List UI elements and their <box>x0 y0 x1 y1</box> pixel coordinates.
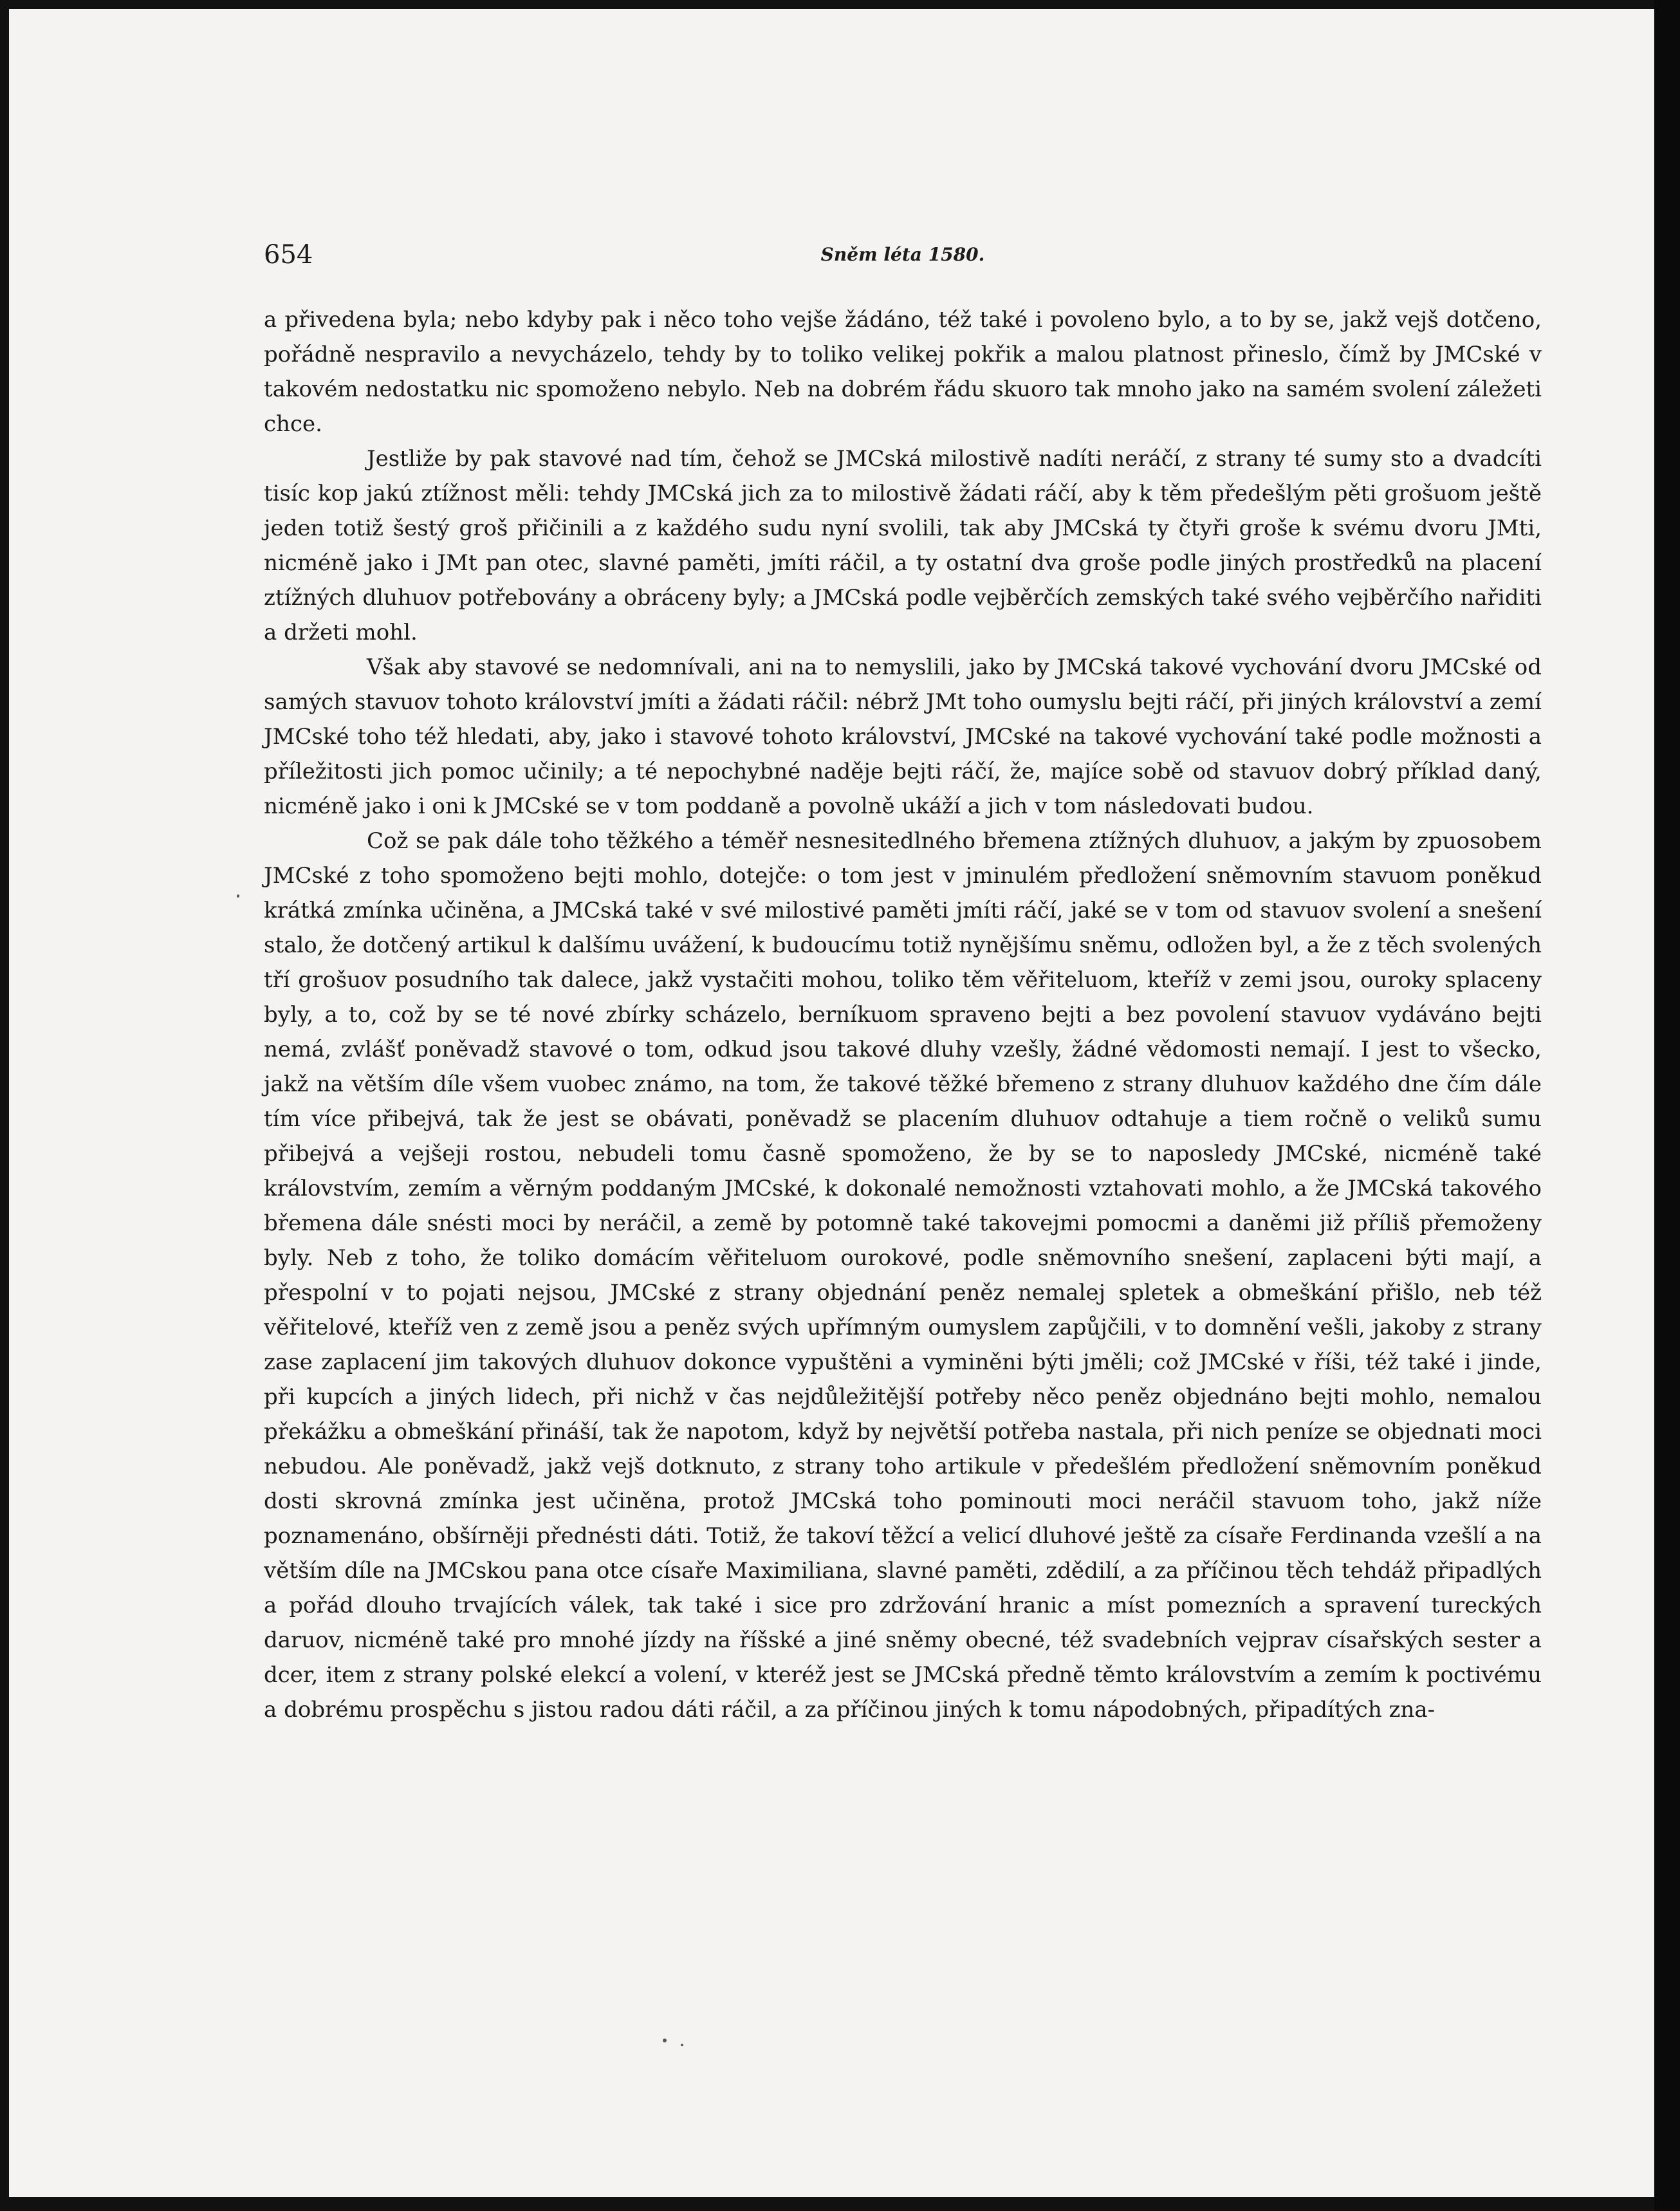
page-number: 654 <box>264 240 313 270</box>
body-text <box>264 302 1542 1727</box>
running-title: Sněm léta 1580. <box>820 244 985 265</box>
scan-speck <box>681 2044 683 2046</box>
running-header <box>264 236 1542 274</box>
scan-border <box>1654 0 1680 2211</box>
paragraph-4: Což se pak dále toho těžkého a téměř nesnesitedlného břemena ztížných dluhuov, a jakým by zpuosobem JMCské z toho spomoženo bejti mohlo, dotejče: o tom jest v jminulém předložení sněmovním stavuom poněkud krátká zmínka učiněna, a JMCská také v své milostivé paměti jmíti ráčí, jaké se v tom od stavuov svolení a snešení stalo, že dotčený artikul k dalšímu uvážení, k budoucímu totiž nynějšímu sněmu, odložen byl, a že z těch svolených tří grošuov posudního tak dalece, jakž vystačiti mohou, toliko těm věřiteluom, kteříž v zemi jsou, ouroky splaceny byly, a to, což by se té nové zbírky scházelo, berníkuom spraveno bejti a bez povolení stavuov vydáváno bejti nemá, zvlášť poněvadž stavové o tom, odkud jsou takové dluhy vzešly, žádné vědomosti nemají. I jest to všecko, jakž na větším díle všem vuobec známo, na tom, že takové těžké břemeno z strany dluhuov každého dne čím dále tím více přibejvá, tak že jest se obávati, poněvadž se placením dluhuov odtahuje a tiem ročně o veliků sumu přibejvá a vejšeji rostou, nebudeli tomu časně spomoženo, že by se to naposledy JMCské, nicméně také královstvím, zemím a věrným poddaným JMCské, k dokonalé nemožnosti vztahovati mohlo, a že JMCská takového břemena dále snésti moci by neráčil, a země by potomně také takovejmi pomocmi a daněmi již příliš přemoženy byly. Neb z toho, že toliko domácím věřiteluom ourokové, podle sněmovního snešení, zaplaceni býti mají, a přespolní v to pojati nejsou, JMCské z strany objednání peněz nemalej spletek a obmeškání přišlo, neb též věřitelové, kteříž ven z země jsou a peněz svých upřímným oumyslem zapůjčili, v to domnění vešli, jakoby z strany zase zaplacení jim takových dluhuov dokonce vypuštěni a vyminěni býti jměli; což JMCské v říši, též také i jinde, při kupcích a jiných lidech, při nichž v čas nejdůležitější potřeby něco peněz objednáno bejti mohlo, nemalou překážku a obmeškání přináší, tak že napotom, když by největší potřeba nastala, při nich peníze se objednati moci nebudou. Ale poněvadž, jakž vejš dotknuto, z strany toho artikule v předešlém předložení sněmovním poněkud dosti skrovná zmínka jest učiněna, protož JMCská toho pominouti moci neráčil stavuom toho, jakž níže poznamenáno, obšírněji přednésti dáti. Totiž, že takoví těžcí a velicí dluhové ještě za císaře Ferdinanda vzešlí a na větším díle na JMCskou pana otce císaře Maximiliana, slavné paměti, zdědilí, a za příčinou těch tehdáž připadlých a pořád dlouho trvajících válek, tak také i sice pro zdržování hranic a míst pomezních a spravení tureckých daruov, nicméně také pro mnohé jízdy na říšské a jiné sněmy obecné, též svadebních vejprav císařských sester a dcer, item z strany polské elekcí a volení, v kteréž jest se JMCská předně těmto královstvím a zemím k poctivému a dobrému prospěchu s jistou radou dáti ráčil, a za příčinou jiných k tomu nápodobných, připadítých zna- <box>264 828 1542 1723</box>
paragraph-2: Jestliže by pak stavové nad tím, čehož se JMCská milostivě nadíti neráčí, z strany té sumy sto a dvadcíti tisíc kop jakú ztížnost měli: tehdy JMCská jich za to milostivě žádati ráčí, aby k těm předešlým pěti grošuom ještě jeden totiž šestý groš přičinili a z každého sudu nyní svolili, tak aby JMCská ty čtyři groše k svému dvoru JMti, nicméně jako i JMt pan otec, slavné paměti, jmíti ráčil, a ty ostatní dva groše podle jiných prostředků na placení ztížných dluhuov potřebovány a obráceny byly; a JMCská podle vejběrčích zemských také svého vejběrčího nařiditi a držeti mohl. <box>264 446 1542 645</box>
scan-speck <box>663 2039 667 2042</box>
scan-speck <box>237 894 239 898</box>
paragraph-1: a přivedena byla; nebo kdyby pak i něco toho vejše žádáno, též také i povoleno bylo, a to by se, jakž vejš dotčeno, pořádně nespravilo a nevycházelo, tehdy by to toliko velikej pokřik a malou platnost přineslo, čímž by JMCské v takovém nedostatku nic spomoženo nebylo. Neb na dobrém řádu skuoro tak mnoho jako na samém svolení záležeti chce. <box>264 307 1542 437</box>
scanned-page <box>9 9 1654 2197</box>
paragraph-3: Však aby stavové se nedomnívali, ani na to nemyslili, jako by JMCská takové vychování dvoru JMCské od samých stavuov tohoto království jmíti a žádati ráčil: nébrž JMt toho oumyslu bejti ráčí, při jiných království a zemí JMCské toho též hledati, aby, jako i stavové tohoto království, JMCské na takové vychování také podle možnosti a příležitosti jich pomoc učinily; a té nepochybné naděje bejti ráčí, že, majíce sobě od stavuov dobrý příklad daný, nicméně jako i oni k JMCské se v tom poddaně a povolně ukáží a jich v tom následovati budou. <box>264 654 1542 819</box>
